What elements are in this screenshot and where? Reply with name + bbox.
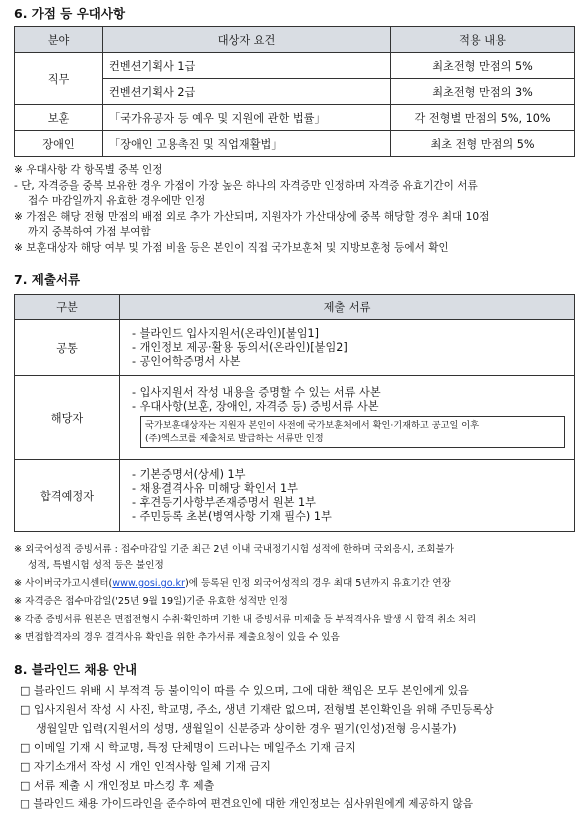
note-text: )에 등록된 인정 외국어성적의 경우 최대 5년까지 유효기간 연장 (184, 578, 451, 589)
apply-cell: 최초전형 만점의 5% (391, 53, 575, 79)
header-requirement: 대상자 요건 (103, 27, 391, 53)
gosi-link[interactable]: www.gosi.go.kr (112, 578, 185, 589)
doc-item: - 채용결격사유 미해당 확인서 1부 (132, 481, 298, 495)
note: ※ 자격증은 접수마감일('25년 9월 19일)기준 유효한 성적만 인정 (14, 596, 288, 607)
blind-item: □ 서류 제출 시 개인정보 마스킹 후 제출 (20, 779, 215, 792)
blind-item: □ 블라인드 채용 가이드라인을 준수하여 편견요인에 대한 개인정보는 심사위원에게 제공하지 않음 (20, 798, 474, 810)
req-cell: 컨벤션기획사 1급 (103, 53, 391, 79)
doc-item: - 블라인드 입사지원서(온라인)[붙임1] (132, 326, 320, 340)
note: ※ 우대사항 각 항목별 중복 인정 (14, 164, 163, 176)
req-cell: 「국가유공자 등 예우 및 지원에 관한 법률」 (103, 105, 391, 131)
field-job: 직무 (15, 53, 103, 105)
note: ※ 외국어성적 증빙서류 : 접수마감일 기준 최근 2년 이내 국내정기시험 성적에 한하며 국외응시, 조회불가 (14, 544, 455, 555)
note: 까지 중복하여 가점 부여함 (28, 226, 151, 238)
doc-item: - 주민등록 초본(병역사항 기재 필수) 1부 (132, 509, 332, 523)
doc-item: - 공인어학증명서 사본 (132, 354, 241, 368)
note: 접수 마감일까지 유효한 경우에만 인정 (28, 195, 206, 207)
category-applicable: 해당자 (15, 376, 120, 460)
box-line: 국가보훈대상자는 지원자 본인이 사전에 국가보훈처에서 확인·기재하고 공고일 이후 (145, 419, 479, 431)
apply-cell: 최초 전형 만점의 5% (391, 131, 575, 157)
blind-item: □ 입사지원서 작성 시 사진, 학교명, 주소, 생년 기재란 없으며, 전형별 본인확인을 위해 주민등록상 (20, 703, 494, 716)
apply-cell: 최초전형 만점의 3% (391, 79, 575, 105)
note (14, 575, 574, 593)
blind-item: □ 이메일 기재 시 학교명, 특정 단체명이 드러나는 메일주소 기재 금지 (20, 741, 356, 754)
doc-item: - 기본증명서(상세) 1부 (132, 467, 246, 481)
documents-table (14, 294, 575, 532)
note: - 단, 자격증을 중복 보유한 경우 가점이 가장 높은 하나의 자격증만 인정하며 자격증 유효기간이 서류 (14, 179, 478, 192)
preference-table (14, 26, 575, 157)
doc-item: - 입사지원서 작성 내용을 증명할 수 있는 서류 사본 (132, 385, 381, 399)
category-final: 합격예정자 (15, 460, 120, 532)
note: ※ 가점은 해당 전형 만점의 배점 외로 추가 가산되며, 지원자가 가산대상에 중복 해당할 경우 최대 10점 (14, 210, 490, 223)
req-cell: 컨벤션기획사 2급 (103, 79, 391, 105)
doc-item: - 우대사항(보훈, 장애인, 자격증 등) 증빙서류 사본 (132, 399, 379, 413)
common-docs-list (132, 327, 568, 369)
doc-item: - 후견등기사항부존재증명서 원본 1부 (132, 495, 316, 509)
header-documents: 제출 서류 (120, 295, 575, 320)
section-7-notes (14, 541, 574, 647)
section-6-notes (14, 163, 574, 256)
apply-cell: 각 전형별 만점의 5%, 10% (391, 105, 575, 131)
header-field: 분야 (15, 27, 103, 53)
veterans-notice-box (140, 416, 565, 448)
blind-item: □ 자기소개서 작성 시 개인 인적사항 일체 기재 금지 (20, 760, 271, 773)
note-text: ※ 사이버국가고시센터( (14, 578, 113, 589)
box-line: (주)엑스코를 제출처로 발급하는 서류만 인정 (145, 432, 324, 444)
header-category: 구분 (15, 295, 120, 320)
note: ※ 면접합격자의 경우 결격사유 확인을 위한 추가서류 제출요청이 있을 수 있음 (14, 632, 340, 643)
header-application: 적용 내용 (391, 27, 575, 53)
note: ※ 보훈대상자 해당 여부 및 가점 비율 등은 본인이 직접 국가보훈처 및 지방보훈청 등에서 확인 (14, 241, 449, 254)
applicable-docs-list (132, 386, 568, 414)
section-6-title: 6. 가점 등 우대사항 (14, 6, 126, 21)
category-common: 공통 (15, 320, 120, 376)
doc-item: - 개인정보 제공·활용 동의서(온라인)[붙임2] (132, 340, 348, 354)
blind-item: 생월일만 입력(지원서의 성명, 생월일이 신분증과 상이한 경우 필기(인성)전형 응시불가) (36, 722, 457, 735)
field-veterans: 보훈 (15, 105, 103, 131)
note: ※ 각종 증빙서류 원본은 면접전형시 수취·확인하며 기한 내 증빙서류 미제출 등 부적격사유 발생 시 합격 취소 처리 (14, 614, 477, 625)
blind-recruitment-list (20, 681, 576, 814)
section-8-title: 8. 블라인드 채용 안내 (14, 662, 138, 677)
req-cell: 「장애인 고용촉진 및 직업재활법」 (103, 131, 391, 157)
final-docs-list (132, 468, 568, 524)
blind-item: □ 블라인드 위배 시 부적격 등 불이익이 따를 수 있으며, 그에 대한 책임은 모두 본인에게 있음 (20, 684, 469, 697)
note: 성적, 특별시험 성적 등은 불인정 (28, 560, 164, 571)
section-7-title: 7. 제출서류 (14, 272, 81, 287)
field-disabled: 장애인 (15, 131, 103, 157)
